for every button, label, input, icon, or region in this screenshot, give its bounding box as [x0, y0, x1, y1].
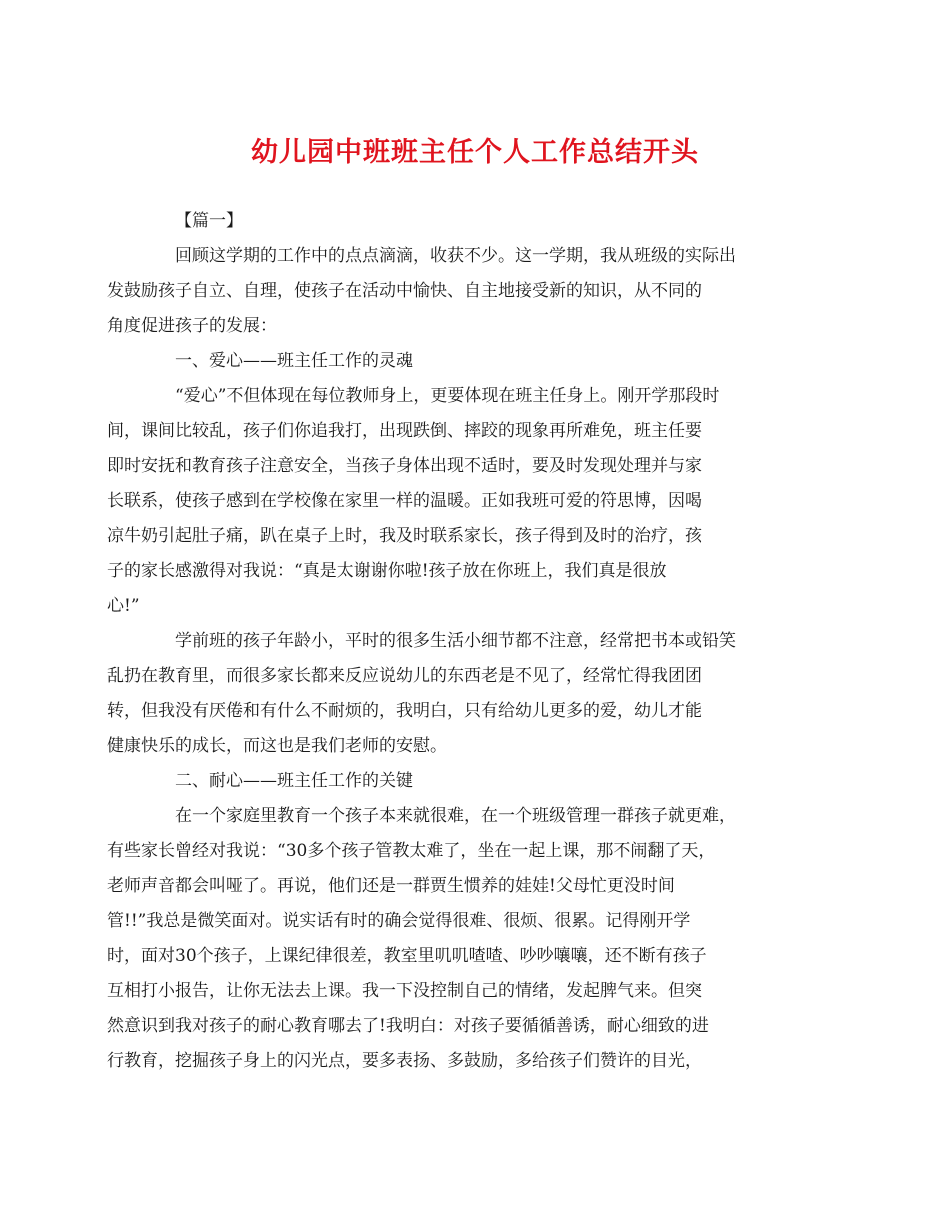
paragraph-line: 间，课间比较乱，孩子们你追我打，出现跌倒、摔跤的现象再所难免，班主任要 — [107, 421, 702, 441]
section-marker-paragraph — [141, 204, 809, 239]
heading-patience — [141, 764, 809, 799]
love-paragraph — [107, 379, 809, 624]
paragraph-line: 互相打小报告，让你无法去上课。我一下没控制自己的情绪，发起脾气来。但突 — [107, 981, 702, 1001]
paragraph-line: 凉牛奶引起肚子痛，趴在桌子上时，我及时联系家长，孩子得到及时的治疗，孩 — [107, 526, 702, 546]
paragraph-line: 角度促进孩子的发展： — [107, 316, 277, 336]
paragraph-line: 时，面对30个孩子，上课纪律很差，教室里叽叽喳喳、吵吵嚷嚷，还不断有孩子 — [107, 946, 707, 966]
paragraph-line: 心!” — [107, 596, 140, 616]
section-marker: 【篇一】 — [175, 211, 243, 231]
document-title: 幼儿园中班班主任个人工作总结开头 — [251, 137, 699, 168]
paragraph-line: 健康快乐的成长，而这也是我们老师的安慰。 — [107, 736, 447, 756]
paragraph-line: 在一个家庭里教育一个孩子本来就很难，在一个班级管理一群孩子就更难， — [175, 806, 736, 826]
paragraph-line: 学前班的孩子年龄小，平时的很多生活小细节都不注意，经常把书本或铅笑 — [175, 631, 736, 651]
paragraph-line: 回顾这学期的工作中的点点滴滴，收获不少。这一学期，我从班级的实际出 — [175, 246, 736, 266]
paragraph-line: “爱心”不但体现在每位教师身上，更要体现在班主任身上。刚开学那段时 — [175, 386, 720, 406]
paragraph-line: 即时安抚和教育孩子注意安全，当孩子身体出现不适时，要及时发现处理并与家 — [107, 456, 702, 476]
paragraph-line: 长联系，使孩子感到在学校像在家里一样的温暖。正如我班可爱的符思博，因喝 — [107, 491, 702, 511]
paragraph-line: 行教育，挖掘孩子身上的闪光点，要多表扬、多鼓励，多给孩子们赞许的目光， — [107, 1051, 702, 1071]
paragraph-line: 然意识到我对孩子的耐心教育哪去了!我明白：对孩子要循循善诱，耐心细致的进 — [107, 1016, 709, 1036]
section-heading: 二、耐心——班主任工作的关键 — [175, 771, 413, 791]
paragraph-line: 子的家长感激得对我说：“真是太谢谢你啦!孩子放在你班上，我们真是很放 — [107, 561, 667, 581]
paragraph-line: 转，但我没有厌倦和有什么不耐烦的，我明白，只有给幼儿更多的爱，幼儿才能 — [107, 701, 702, 721]
document-body — [107, 204, 809, 1079]
paragraph-line: 乱扔在教育里，而很多家长都来反应说幼儿的东西老是不见了，经常忙得我团团 — [107, 666, 702, 686]
preschool-paragraph — [107, 624, 809, 764]
paragraph-line: 发鼓励孩子自立、自理，使孩子在活动中愉快、自主地接受新的知识，从不同的 — [107, 281, 702, 301]
paragraph-line: 有些家长曾经对我说：“30多个孩子管教太难了，坐在一起上课，那不闹翻了天， — [107, 841, 716, 861]
patience-paragraph — [107, 799, 809, 1079]
paragraph-line: 老师声音都会叫哑了。再说，他们还是一群贾生惯养的娃娃!父母忙更没时间 — [107, 876, 675, 896]
section-heading: 一、爱心——班主任工作的灵魂 — [175, 351, 413, 371]
paragraph-line: 管!!”我总是微笑面对。说实话有时的确会觉得很难、很烦、很累。记得刚开学 — [107, 911, 691, 931]
intro-paragraph — [107, 239, 809, 344]
heading-love — [141, 344, 809, 379]
